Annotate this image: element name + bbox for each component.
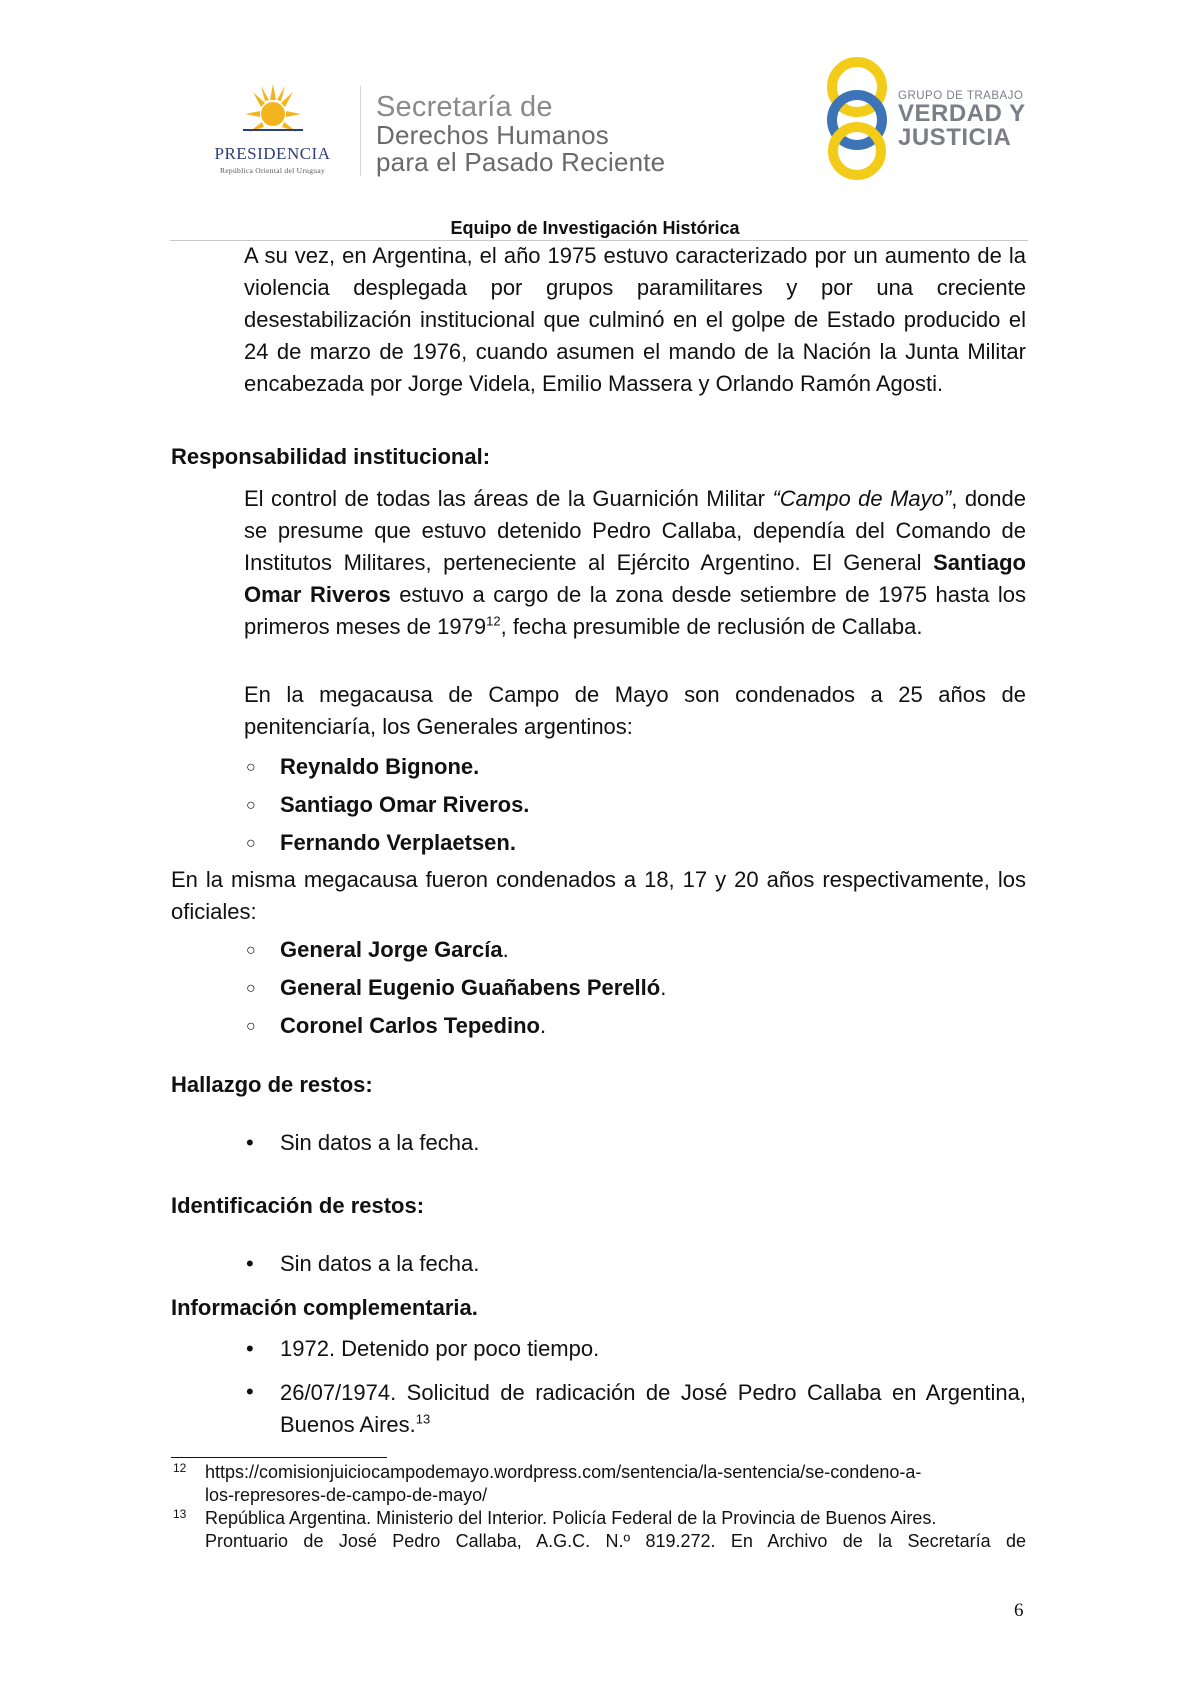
section-heading-complementaria: Información complementaria.	[171, 1295, 478, 1320]
verdad-justicia-rings-icon	[822, 56, 892, 180]
team-title: Equipo de Investigación Histórica	[450, 218, 740, 238]
list-item-text	[280, 1377, 1026, 1441]
presidencia-name: PRESIDENCIA	[214, 144, 331, 163]
list-item	[246, 827, 516, 860]
oficial-name: Coronel Carlos Tepedino	[280, 1013, 540, 1038]
circle-bullet-icon: ○	[246, 797, 256, 814]
presidencia-logo	[195, 76, 350, 176]
list-item-text: Sin datos a la fecha.	[280, 1251, 480, 1276]
bullet-icon: •	[246, 1130, 254, 1155]
list-item	[246, 789, 529, 822]
list-item-text: 1972. Detenido por poco tiempo.	[280, 1336, 600, 1361]
footnote-link[interactable]: https://comisionjuiciocampodemayo.wordpress.com/sentencia/la-sentencia/se-condeno-a-	[205, 1462, 922, 1482]
grupo-trabajo-small: GRUPO DE TRABAJO	[898, 90, 1024, 102]
punctuation: .	[660, 975, 667, 1000]
circle-bullet-icon: ○	[246, 942, 256, 959]
list-item	[246, 1127, 479, 1159]
bullet-icon: •	[246, 1336, 254, 1361]
circle-bullet-icon: ○	[246, 835, 256, 852]
grupo-trabajo-line1: VERDAD Y	[898, 100, 1026, 127]
riveros-bold: Santiago Omar Riveros	[244, 550, 1026, 607]
grupo-trabajo-line2: JUSTICIA	[898, 124, 1012, 151]
list-item	[246, 751, 479, 784]
general-name: Reynaldo Bignone.	[280, 754, 480, 779]
list-item-text: Sin datos a la fecha.	[280, 1130, 480, 1155]
section-heading-identificacion: Identificación de restos:	[171, 1193, 425, 1218]
responsabilidad-paragraph-3: En la misma megacausa fueron condenados a 18, 17 y 20 años respectivamente, los oficiales:	[171, 867, 1026, 924]
section-heading-hallazgo: Hallazgo de restos:	[171, 1072, 373, 1097]
footnote-13	[205, 1507, 1026, 1553]
intro-paragraph: A su vez, en Argentina, el año 1975 estuvo caracterizado por un aumento de la violencia desplegada por grupos paramilitares y por una creciente desestabilización institucional que culminó en el golpe de Estado producido el 24 de marzo de 1976, cuando asumen el mando de la Nación la Junta Militar encabezada por Jorge Videla, Emilio Massera y Orlando Ramón Agosti.	[244, 243, 1026, 396]
list-item	[246, 934, 509, 967]
grupo-trabajo-title	[898, 90, 1026, 150]
header-divider	[360, 86, 361, 176]
list-item	[246, 1333, 599, 1365]
oficial-name: General Eugenio Guañabens Perelló	[280, 975, 661, 1000]
punctuation: .	[502, 937, 509, 962]
general-name: Santiago Omar Riveros.	[280, 792, 530, 817]
footnote-number: 13	[173, 1507, 187, 1521]
text-run: 26/07/1974. Solicitud de radicación de José Pedro Callaba en Argentina, Buenos Aires.	[280, 1380, 1026, 1437]
text-run: estuvo a cargo de la zona desde setiembre de 1975 hasta los primeros meses de 1979	[244, 582, 1026, 639]
secretaria-line3: para el Pasado Reciente	[376, 147, 666, 177]
footnote-ref-13[interactable]: 13	[415, 1411, 431, 1427]
footnote-text: República Argentina. Ministerio del Interior. Policía Federal de la Provincia de Buenos Aires.	[205, 1508, 937, 1528]
circle-bullet-icon: ○	[246, 1018, 256, 1035]
secretaria-title	[376, 92, 665, 176]
sun-emblem-icon	[243, 82, 303, 142]
circle-bullet-icon: ○	[246, 980, 256, 997]
oficial-name: General Jorge García	[280, 937, 503, 962]
footnote-number: 12	[173, 1461, 187, 1475]
general-name: Fernando Verplaetsen.	[280, 830, 516, 855]
footnote-ref-12[interactable]: 12	[486, 613, 501, 629]
secretaria-line2: Derechos Humanos	[376, 120, 609, 150]
bullet-icon: •	[246, 1379, 254, 1404]
text-run: , donde se presume que estuvo detenido Pedro Callaba, dependía del Comando de Institutos Militares, perteneciente al Ejército Argentino. El General	[244, 486, 1026, 575]
campo-de-mayo-italic: “Campo de Mayo”	[772, 486, 952, 511]
text-run: , fecha presumible de reclusión de Callaba.	[500, 614, 923, 639]
footnote-link[interactable]: los-represores-de-campo-de-mayo/	[205, 1485, 488, 1505]
responsabilidad-paragraph-1	[244, 483, 1026, 643]
list-item	[246, 1010, 546, 1043]
footnote-separator	[171, 1457, 387, 1458]
page-number: 6	[1014, 1600, 1024, 1621]
punctuation: .	[539, 1013, 547, 1038]
text-run: El control de todas las áreas de la Guarnición Militar	[244, 486, 773, 511]
bullet-icon: •	[246, 1251, 254, 1276]
circle-bullet-icon: ○	[246, 759, 256, 776]
list-item	[246, 1248, 479, 1280]
secretaria-line1: Secretaría de	[376, 91, 553, 123]
responsabilidad-paragraph-2: En la megacausa de Campo de Mayo son condenados a 25 años de penitenciaría, los Generales argentinos:	[244, 682, 1026, 739]
presidencia-subtitle: República Oriental del Uruguay	[219, 166, 325, 175]
footnote-text: Prontuario de José Pedro Callaba, A.G.C. N.º 819.272. En Archivo de la Secretaría de	[205, 1531, 1026, 1551]
list-item	[246, 972, 666, 1005]
footnote-12	[205, 1461, 921, 1507]
section-heading-responsabilidad: Responsabilidad institucional:	[171, 444, 491, 469]
